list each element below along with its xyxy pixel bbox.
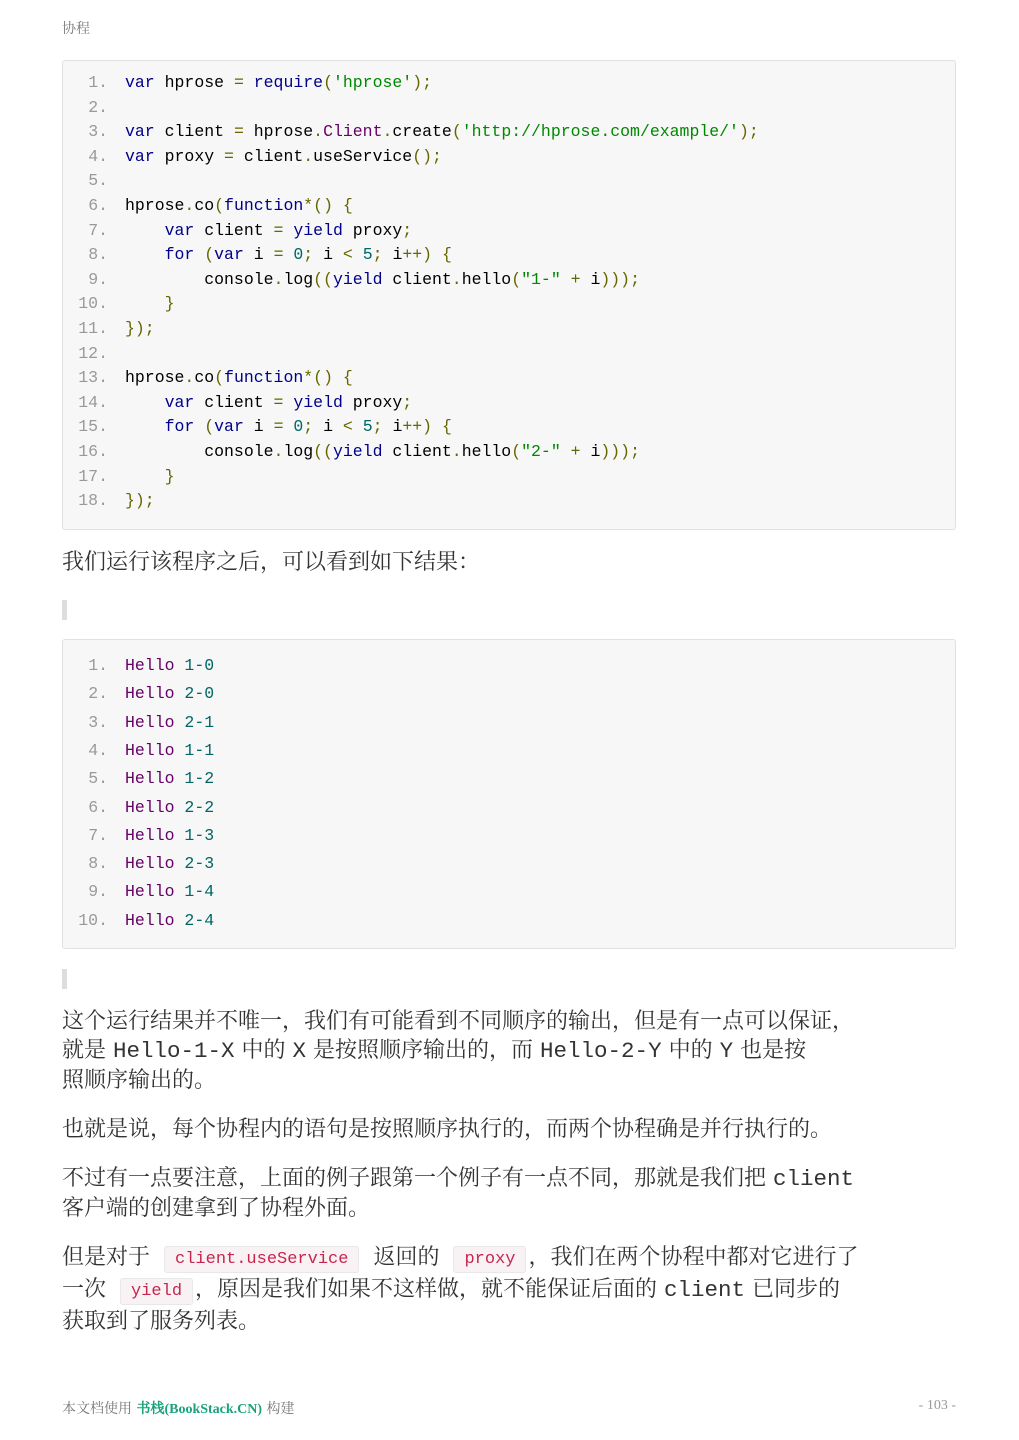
code-token: function [224,196,304,215]
code-token: . [313,122,324,142]
code-text [125,219,412,243]
code-token: i [382,245,403,265]
code-token: = [233,122,244,142]
code-token [283,245,293,264]
code-text [125,268,640,292]
line-number: 7. [88,825,108,845]
text-line: 这个运行结果并不唯一，我们有可能看到不同顺序的输出，但是有一点可以保证， [62,1009,855,1034]
code-token: ))); [600,442,640,461]
inline-code: client.useService [164,1246,359,1273]
code-token: ( [214,368,225,388]
code-token [175,911,185,930]
code-token: i [243,245,274,265]
code-token [175,656,185,675]
line-number: 5. [88,769,108,789]
code-token: + [570,442,581,461]
line-number: 16. [78,442,108,461]
code-token: 0 [293,245,304,265]
code-token: i [580,442,601,461]
code-token: < [342,417,353,437]
code-token: ( [204,245,215,265]
code-token [125,245,165,264]
code-token: 2-1 [184,712,215,732]
code-token: hprose [125,196,185,215]
code-token: Hello [125,910,175,930]
code-token: client [194,392,274,412]
code-text: X [292,1038,307,1064]
code-token: 2-0 [184,684,215,704]
code-token: *() [303,368,333,388]
code-token: ); [738,122,759,142]
code-token: 0 [293,417,304,437]
code-token: proxy [342,220,403,240]
code-token: *() [303,196,333,215]
code-token: ( [511,442,522,461]
code-token: function [224,368,304,388]
code-token: yield [332,442,383,461]
text-line: 照顺序输出的。 [62,1068,217,1093]
code-token [283,393,293,412]
code-token: i [313,417,343,437]
code-token: < [342,245,353,265]
code-token: i [382,417,403,437]
text-span: 是按照顺序输出的，而 [306,1038,541,1063]
code-token: = [273,417,284,437]
text-span: 已同步的 [745,1277,841,1302]
code-token: = [233,73,244,92]
code-token: yield [293,392,343,412]
code-token: client [382,442,452,461]
text-line [62,1243,956,1275]
code-token [353,417,363,436]
code-token: ++) [402,245,433,265]
blockquote-bar [62,600,67,620]
line-number: 2. [88,684,108,704]
code-token: var [214,245,244,265]
line-number: 10. [78,294,108,314]
code-token: co [194,196,215,215]
code-token: for [164,417,195,437]
code-token: . [451,269,462,289]
code-token: { [342,368,353,388]
code-token: useService [313,146,413,166]
code-text [125,243,452,267]
code-token [125,393,165,412]
code-text [125,391,412,415]
code-token: var [125,73,155,92]
code-token: Client [323,122,383,142]
code-token: . [184,196,195,215]
code-token [175,826,185,845]
code-token [283,221,293,240]
line-number: 13. [78,368,108,388]
code-text [125,909,214,933]
code-token: ; [372,417,383,437]
code-token: { [441,245,452,265]
code-token: i [243,417,274,437]
text-span: 就是 [62,1038,113,1063]
line-number: 15. [78,417,108,437]
code-token: }); [125,319,155,338]
code-token: "2-" [521,442,561,461]
line-number: 17. [78,466,108,486]
code-text [125,880,214,904]
code-token [125,221,165,240]
line-number: 10. [78,910,108,930]
code-token: client [382,269,452,289]
code-token: . [184,368,195,388]
code-token [561,270,571,289]
text-span: 也是按 [733,1038,807,1063]
code-token: (); [412,146,442,166]
code-token: 2-3 [184,854,215,874]
code-text [125,824,214,848]
text-span: 中的 [661,1038,720,1063]
code-token: ); [412,73,432,92]
code-token: log [283,442,314,461]
code-token: var [125,122,155,142]
paragraph: 也就是说，每个协程内的语句是按照顺序执行的，而两个协程确是并行执行的。 [62,1117,833,1142]
code-token: client [194,220,274,240]
code-text [125,682,214,706]
code-token: (( [313,269,333,289]
line-number: 9. [88,269,108,289]
code-token: var [125,146,155,166]
code-token: client [233,146,304,166]
code-text [125,465,175,489]
code-token [333,368,343,387]
code-token: ; [402,392,413,412]
code-token: 'hprose' [332,73,413,92]
code-token: i [313,245,343,265]
text-span: 不过有一点要注意，上面的例子跟第一个例子有一点不同，那就是我们把 [62,1166,773,1191]
text-span: 但是对于 [62,1245,151,1270]
code-token: require [253,73,324,92]
code-token: console [125,269,274,289]
code-token: var [214,417,244,437]
line-number: 7. [88,220,108,240]
code-text [125,489,155,513]
code-token [175,769,185,788]
code-token [353,245,363,264]
line-number: 8. [88,245,108,265]
code-token: Hello [125,854,175,874]
line-number: 6. [88,196,108,215]
inline-code: proxy [453,1246,526,1273]
code-token: Hello [125,656,175,675]
code-token [125,294,165,313]
code-token: proxy [342,392,403,412]
paragraph [62,1164,956,1223]
code-token: hprose [154,73,234,92]
text-line [62,1036,956,1066]
code-text [125,194,353,218]
code-token: ; [402,220,413,240]
code-text [125,796,214,820]
code-token: ( [451,122,462,142]
code-text [125,654,214,678]
code-token [194,245,204,264]
code-text: Hello-1-X [113,1038,235,1064]
line-number: 9. [88,882,108,902]
code-token: Hello [125,825,175,845]
code-token: hprose [125,368,185,388]
code-token: } [164,466,175,486]
footer-suffix: 构建 [262,1401,295,1417]
code-token: client [154,122,234,142]
code-token: 5 [362,417,373,437]
code-token: 5 [362,245,373,265]
code-token: ( [323,73,333,92]
code-token: i [580,269,601,289]
code-token: co [194,368,215,388]
code-token: Hello [125,740,175,760]
page-number: - 103 - [918,1398,956,1413]
code-token [175,741,185,760]
code-token: ( [214,196,225,215]
code-token: ; [372,245,383,265]
code-text [125,767,214,791]
paragraph: 我们运行该程序之后，可以看到如下结果： [62,550,481,575]
code-block [62,60,956,530]
code-text [125,292,175,316]
text-line [62,1275,956,1307]
code-token: 2-2 [184,797,215,817]
code-token: . [303,146,314,166]
code-token: ; [303,245,314,265]
code-token: . [273,442,284,461]
line-number: 3. [88,122,108,142]
code-token [432,417,442,436]
code-token [175,798,185,817]
code-token: yield [293,220,343,240]
code-text [125,440,640,464]
line-number: 8. [88,854,108,874]
code-token [175,684,185,703]
code-token: Hello [125,769,175,789]
text-span: ，原因是我们如果不这样做，就不能保证后面的 [195,1277,665,1302]
code-token: = [224,146,234,166]
code-text: client [773,1166,855,1192]
code-token: 1-3 [184,825,215,845]
code-text: client [664,1277,746,1303]
code-token: var [164,220,195,240]
line-number: 6. [88,797,108,817]
footer-prefix: 本文档使用 [62,1401,137,1417]
code-token: create [392,122,452,142]
line-number: 12. [78,343,108,363]
code-token: 2-4 [184,910,215,930]
output-block [62,639,956,949]
text-span: 中的 [234,1038,293,1063]
code-text [125,145,442,169]
line-number: 3. [88,712,108,732]
code-token: = [273,245,284,265]
line-number: 1. [88,656,108,675]
code-token [194,417,204,436]
code-token: for [164,245,195,265]
line-number: 4. [88,146,108,166]
code-token: 'http://hprose.com/example/' [461,122,739,142]
text-span: ，我们在两个协程中都对它进行了 [528,1245,859,1270]
bookstack-link[interactable]: 书栈(BookStack.CN) [136,1402,263,1417]
code-token [561,442,571,461]
code-token: Hello [125,712,175,732]
code-token [432,245,442,264]
code-token: Hello [125,684,175,704]
text-span: 返回的 [373,1245,440,1270]
code-text [125,366,353,390]
code-token [125,467,165,486]
code-token: = [273,392,284,412]
line-number: 2. [88,97,108,117]
text-line: 获取到了服务列表。 [62,1309,261,1334]
code-token: ))); [600,269,640,289]
text-span: 一次 [62,1277,107,1302]
code-text [125,120,759,144]
code-token: Hello [125,882,175,902]
page-header-title: 协程 [62,21,90,37]
code-token [175,713,185,732]
code-token: ; [303,417,314,437]
code-token [244,73,254,92]
code-token: = [273,220,284,240]
line-number: 4. [88,740,108,760]
code-token: . [273,269,284,289]
code-token: ( [204,417,215,437]
line-number: 18. [78,491,108,511]
code-text [125,71,432,95]
text-line [62,1164,956,1194]
code-token: hello [461,442,512,461]
code-text [125,852,214,876]
code-token: 1-4 [184,882,215,902]
code-token: { [441,417,452,437]
code-text [125,415,452,439]
code-token: 1-0 [184,656,215,675]
code-text [125,711,214,735]
code-text: Y [719,1038,734,1064]
code-token [175,882,185,901]
code-token: (( [313,442,333,461]
code-token: 1-2 [184,769,215,789]
code-text [125,739,214,763]
code-token: + [570,269,581,289]
code-token: }); [125,491,155,511]
code-token: console [125,442,274,461]
code-token: 1-1 [184,740,215,760]
line-number: 11. [78,319,108,338]
code-token: hello [461,269,512,289]
code-token: . [451,442,462,461]
text-line: 客户端的创建拿到了协程外面。 [62,1196,371,1221]
code-text [125,317,155,341]
code-token [283,417,293,436]
paragraph [62,1007,956,1095]
code-token: ++) [402,417,433,437]
inline-code: yield [120,1278,193,1305]
blockquote-bar [62,969,67,989]
code-token: var [164,392,195,412]
footer-credit [62,1398,295,1418]
code-token: proxy [154,146,225,166]
code-token: } [164,294,175,314]
code-token [175,854,185,873]
code-token: log [283,269,314,289]
code-token [125,417,165,436]
line-number: 14. [78,392,108,412]
paragraph [62,1243,956,1336]
code-token: Hello [125,797,175,817]
code-token: { [342,196,353,215]
code-token: . [382,122,393,142]
code-token: "1-" [521,269,561,289]
code-text: Hello-2-Y [540,1038,662,1064]
code-token: yield [332,269,383,289]
code-token: ( [511,269,522,289]
line-number: 1. [88,73,108,92]
code-token [333,196,343,215]
code-token: hprose [243,122,314,142]
line-number: 5. [88,171,108,191]
